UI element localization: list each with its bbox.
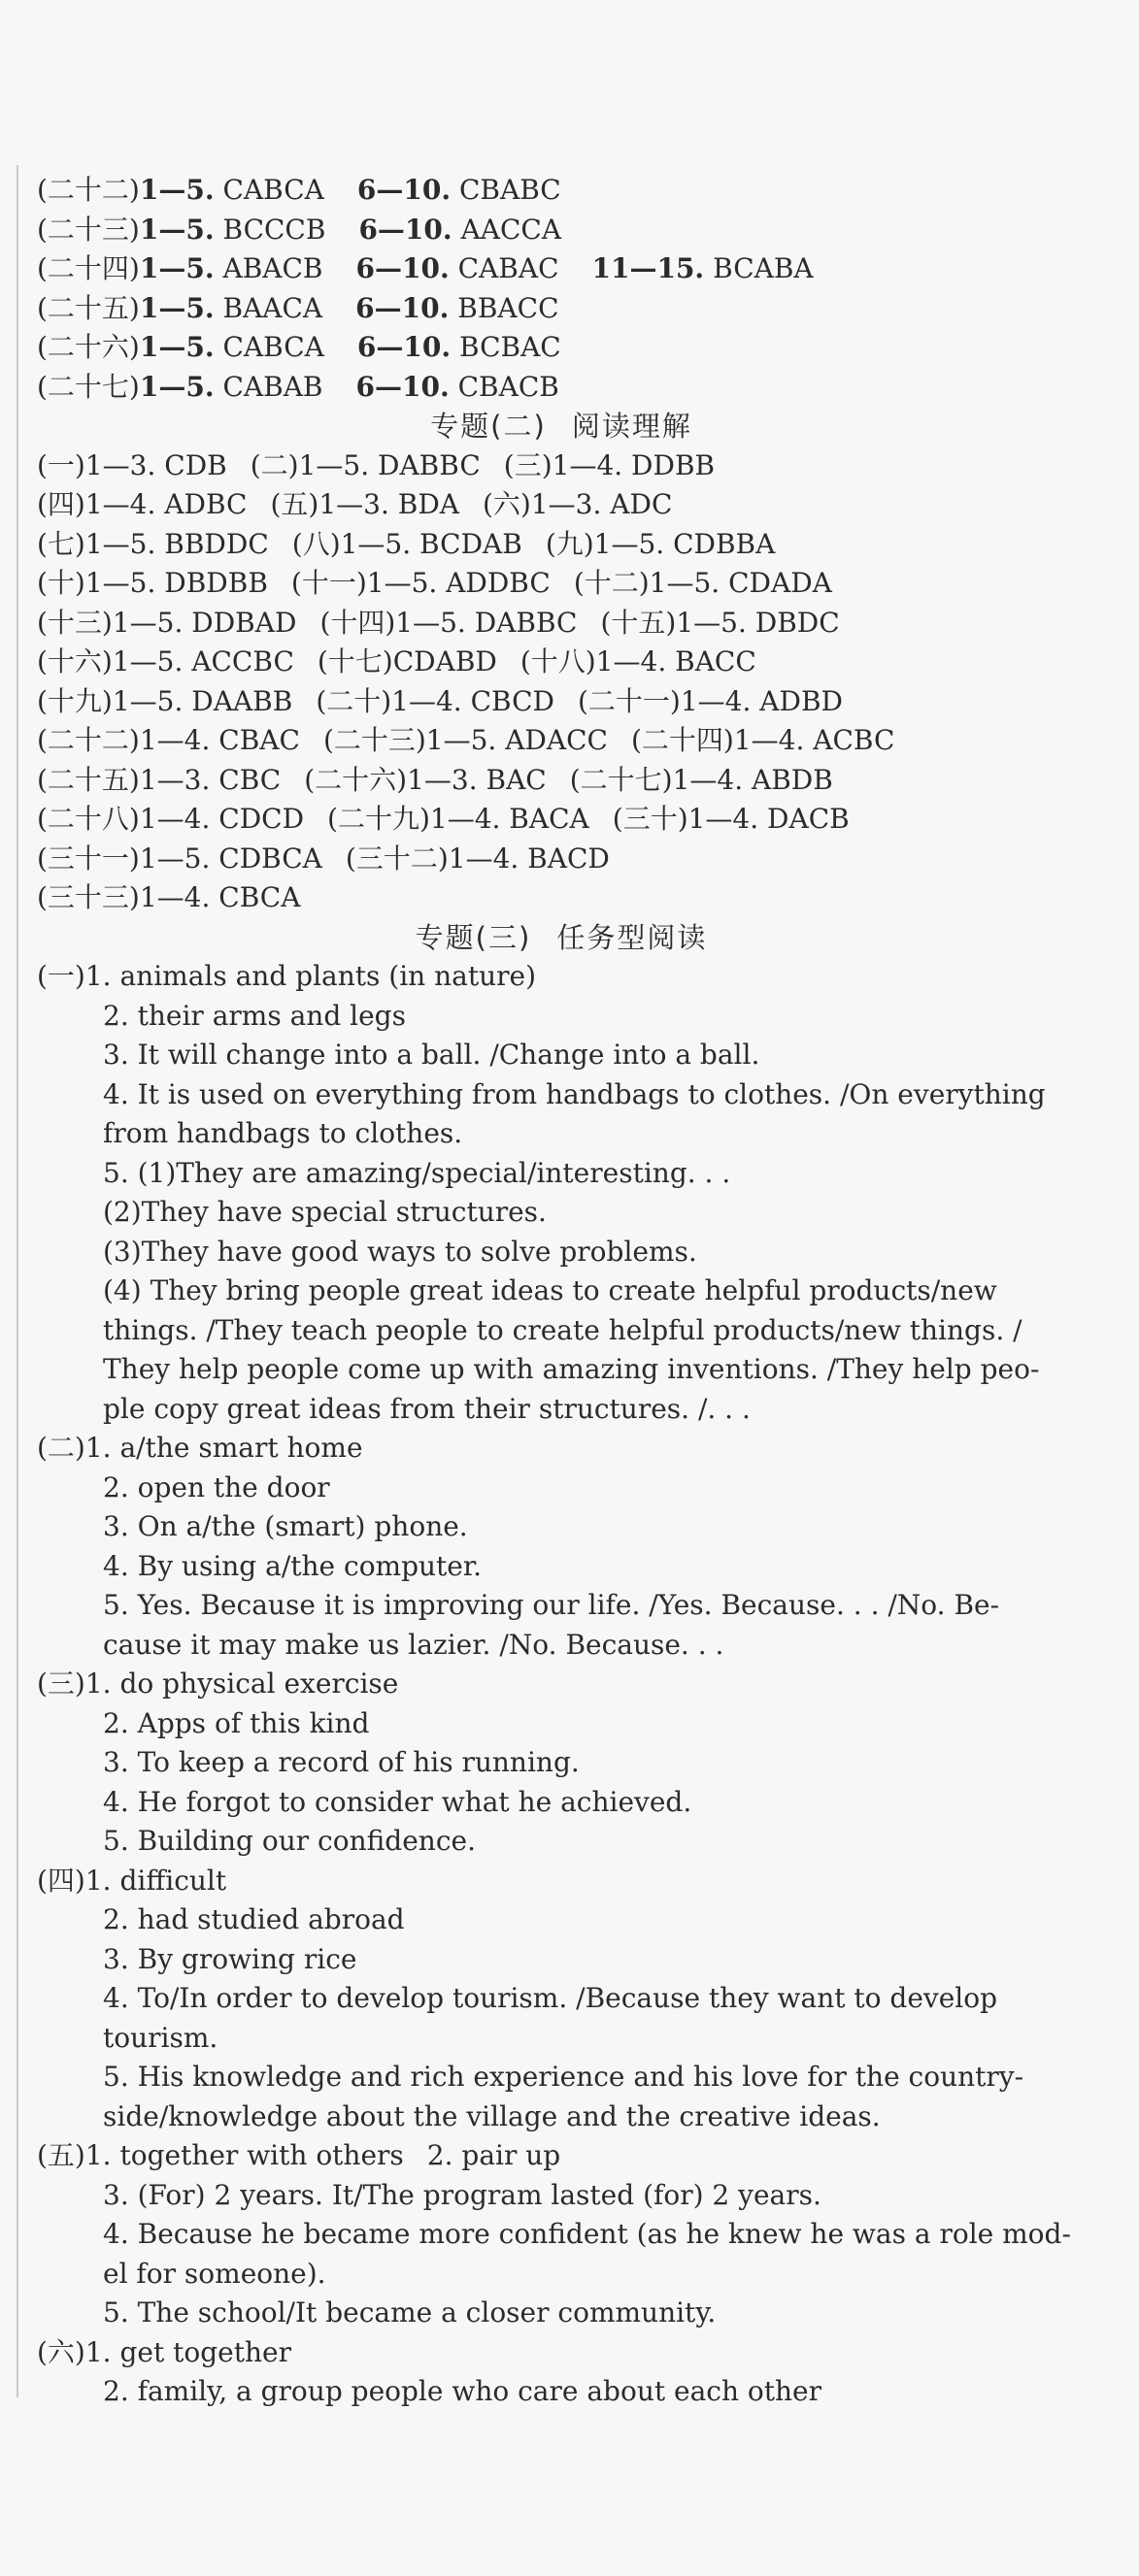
task-answer: 4. Because he became more confident (as he knew he was a role mod- [103,2218,1071,2250]
task-answer: 2. had studied abroad [103,1903,405,1935]
reading-row: (七)1—5. BBDDC (八)1—5. BCDAB (九)1—5. CDBBA [37,527,776,560]
task-answer: (四)1. difficult [37,1864,227,1897]
task-answer: (二)1. a/the smart home [37,1432,363,1464]
section-heading-task-reading: 专题(三) 任务型阅读 [415,920,708,954]
reading-row: (十六)1—5. ACCBC (十七)CDABD (十八)1—4. BACC [37,645,756,677]
task-answer: 2. open the door [103,1470,330,1503]
task-answer: 5. The school/It became a closer community. [103,2296,717,2328]
task-answer: (六)1. get together [37,2335,291,2368]
task-answer: (三)1. do physical exercise [37,1668,399,1700]
reading-row: (一)1—3. CDB (二)1—5. DABBC (三)1—4. DDBB [37,448,716,481]
task-answer: 4. It is used on everything from handbags to clothes. /On everything [103,1077,1046,1110]
task-answer: (3)They have good ways to solve problems. [103,1235,697,1268]
task-answer: 3. (For) 2 years. It/The program lasted (for) 2 years. [103,2178,821,2211]
answer-row-26: (二十六)1—5. CABCA 6—10. BCBAC [37,331,561,363]
task-answer: 3. On a/the (smart) phone. [103,1510,468,1542]
margin-rule [17,165,18,2397]
task-answer: 2. family, a group people who care about each other [103,2375,821,2407]
task-answer: 5. His knowledge and rich experience and his love for the country- [103,2061,1024,2093]
task-answer: 5. Yes. Because it is improving our life. /Yes. Because. . . /No. Be- [103,1589,1000,1621]
task-answer: 3. By growing rice [103,1942,357,1975]
reading-row: (三十一)1—5. CDBCA (三十二)1—4. BACD [37,842,610,875]
task-answer-cont: cause it may make us lazier. /No. Because. . . [103,1628,724,1661]
task-answer: 2. Apps of this kind [103,1706,370,1739]
answer-row-24: (二十四)1—5. ABACB 6—10. CABAC 11—15. BCABA [37,252,814,284]
task-answer: 5. (1)They are amazing/special/interesting. . . [103,1156,731,1189]
section-heading-reading: 专题(二) 阅读理解 [430,410,692,443]
task-answer: (一)1. animals and plants (in nature) [37,960,536,992]
task-answer: 4. By using a/the computer. [103,1549,483,1582]
task-answer-cont: from handbags to clothes. [103,1117,463,1149]
answer-page [37,171,1086,2412]
task-answer: (五)1. together with others 2. pair up [37,2139,561,2171]
task-answer-cont: They help people come up with amazing inventions. /They help peo- [103,1353,1040,1385]
answer-row-25: (二十五)1—5. BAACA 6—10. BBACC [37,291,559,324]
reading-row: (十三)1—5. DDBAD (十四)1—5. DABBC (十五)1—5. DBDC [37,606,840,639]
reading-row: (三十三)1—4. CBCA [37,881,301,913]
answer-row-22: (二十二)1—5. CABCA 6—10. CBABC [37,174,561,206]
reading-row: (四)1—4. ADBC (五)1—3. BDA (六)1—3. ADC [37,488,673,520]
answer-row-27: (二十七)1—5. CABAB 6—10. CBACB [37,370,559,403]
task-answer: 5. Building our confidence. [103,1825,476,1857]
task-answer-cont: tourism. [103,2021,218,2054]
reading-row: (二十五)1—3. CBC (二十六)1—3. BAC (二十七)1—4. ABDB [37,763,833,796]
answer-row-23: (二十三)1—5. BCCCB 6—10. AACCA [37,213,562,246]
task-answer: 4. To/In order to develop tourism. /Because they want to develop [103,1982,998,2014]
task-answer: 4. He forgot to consider what he achieved. [103,1785,692,1818]
task-answer-cont: ple copy great ideas from their structures. /. . . [103,1392,751,1425]
reading-row: (二十二)1—4. CBAC (二十三)1—5. ADACC (二十四)1—4. ACBC [37,724,895,756]
task-answer-cont: el for someone). [103,2257,326,2290]
task-answer: 2. their arms and legs [103,999,406,1032]
reading-row: (二十八)1—4. CDCD (二十九)1—4. BACA (三十)1—4. DACB [37,803,850,835]
reading-row: (十)1—5. DBDBB (十一)1—5. ADDBC (十二)1—5. CDADA [37,567,832,599]
task-answer-cont: things. /They teach people to create helpful products/new things. / [103,1313,1022,1346]
reading-row: (十九)1—5. DAABB (二十)1—4. CBCD (二十一)1—4. ADBD [37,684,843,717]
task-answer: 3. It will change into a ball. /Change into a ball. [103,1039,760,1071]
task-answer: (2)They have special structures. [103,1196,547,1228]
task-answer-cont: side/knowledge about the village and the creative ideas. [103,2099,881,2132]
task-answer: (4) They bring people great ideas to create helpful products/new [103,1274,997,1306]
task-answer: 3. To keep a record of his running. [103,1746,580,1778]
